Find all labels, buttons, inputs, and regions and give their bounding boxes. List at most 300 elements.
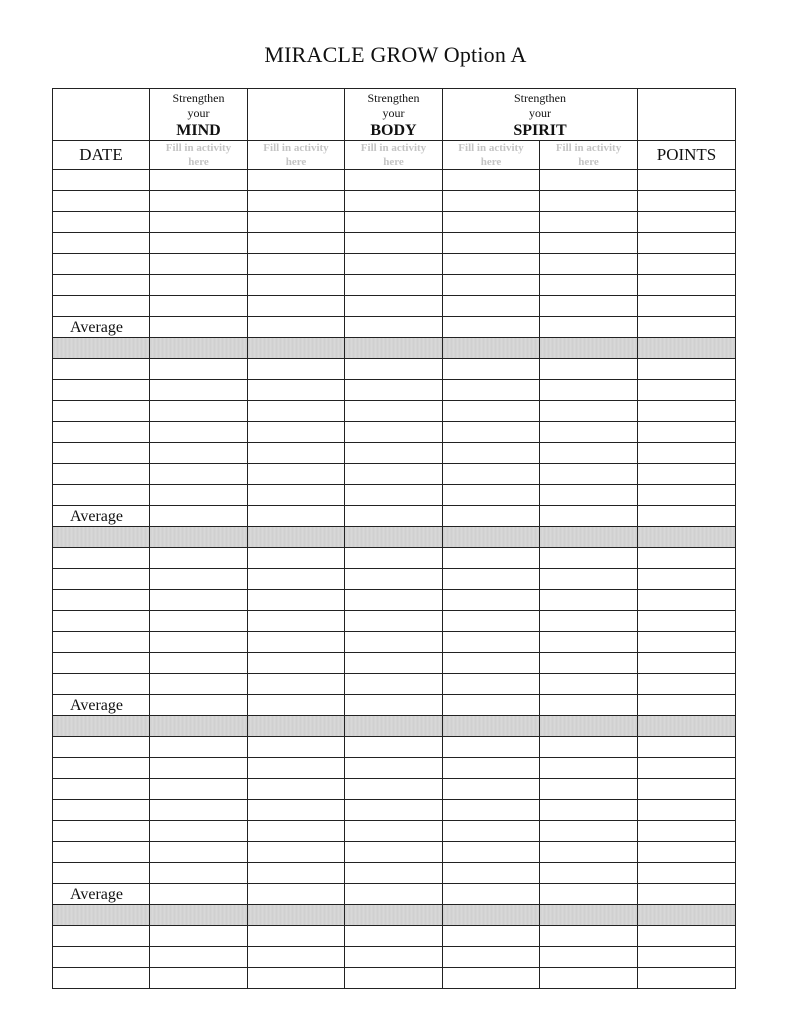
mind-activity-1-cell[interactable]: [150, 254, 248, 275]
spirit-activity-1-cell[interactable]: [443, 590, 540, 611]
body-activity-cell[interactable]: [345, 821, 443, 842]
points-cell[interactable]: [638, 401, 736, 422]
body-activity-cell[interactable]: [345, 191, 443, 212]
group-prefix: your: [382, 106, 405, 120]
mind-activity-1-cell[interactable]: [150, 275, 248, 296]
mind-activity-2-cell[interactable]: [248, 464, 345, 485]
date-cell[interactable]: [53, 548, 150, 569]
spirit-activity-1-cell[interactable]: [443, 359, 540, 380]
mind-activity-2-cell[interactable]: [248, 254, 345, 275]
group-name: MIND: [176, 122, 221, 139]
date-cell[interactable]: [53, 464, 150, 485]
divider-cell: [638, 905, 736, 926]
average-value-cell[interactable]: [638, 317, 736, 338]
spirit-activity-2-cell[interactable]: [540, 611, 638, 632]
body-activity-cell[interactable]: [345, 569, 443, 590]
mind-activity-2-cell[interactable]: [248, 653, 345, 674]
activity-placeholder: [248, 141, 345, 170]
activity-placeholder-line1: Fill in activity: [263, 142, 329, 154]
entry-row: [53, 779, 736, 800]
date-cell[interactable]: [53, 674, 150, 695]
mind-activity-1-cell[interactable]: [150, 590, 248, 611]
activity-placeholder: [540, 141, 638, 170]
date-cell[interactable]: [53, 653, 150, 674]
average-value-cell[interactable]: [345, 506, 443, 527]
mind-activity-1-cell[interactable]: [150, 611, 248, 632]
mind-activity-2-cell[interactable]: [248, 758, 345, 779]
mind-activity-1-cell[interactable]: [150, 380, 248, 401]
mind-activity-2-cell[interactable]: [248, 548, 345, 569]
mind-activity-2-cell[interactable]: [248, 401, 345, 422]
entry-row: [53, 380, 736, 401]
spirit-activity-2-cell[interactable]: [540, 464, 638, 485]
mind-activity-1-cell[interactable]: [150, 968, 248, 989]
body-activity-cell[interactable]: [345, 947, 443, 968]
mind-activity-2-cell[interactable]: [248, 968, 345, 989]
mind-activity-2-cell[interactable]: [248, 212, 345, 233]
spirit-activity-1-cell[interactable]: [443, 233, 540, 254]
spirit-activity-2-cell[interactable]: [540, 296, 638, 317]
spirit-activity-2-cell[interactable]: [540, 863, 638, 884]
spirit-activity-1-cell[interactable]: [443, 674, 540, 695]
mind-activity-2-cell[interactable]: [248, 422, 345, 443]
entry-row: [53, 296, 736, 317]
entry-row: [53, 464, 736, 485]
date-cell[interactable]: [53, 821, 150, 842]
average-value-cell[interactable]: [150, 506, 248, 527]
divider-cell: [443, 527, 540, 548]
average-value-cell[interactable]: [150, 317, 248, 338]
divider-cell: [150, 338, 248, 359]
body-activity-cell[interactable]: [345, 359, 443, 380]
mind-activity-2-cell[interactable]: [248, 779, 345, 800]
body-activity-cell[interactable]: [345, 296, 443, 317]
spirit-activity-2-cell[interactable]: [540, 926, 638, 947]
mind-activity-2-cell[interactable]: [248, 632, 345, 653]
points-cell[interactable]: [638, 569, 736, 590]
points-cell[interactable]: [638, 926, 736, 947]
date-cell[interactable]: [53, 863, 150, 884]
group-header-body: [345, 89, 443, 141]
group-prefix: your: [529, 106, 551, 120]
points-cell[interactable]: [638, 863, 736, 884]
points-cell[interactable]: [638, 611, 736, 632]
spirit-activity-2-cell[interactable]: [540, 968, 638, 989]
group-prefix: Strengthen: [172, 91, 225, 105]
group-prefix: Strengthen: [514, 91, 566, 105]
mind-activity-2-cell[interactable]: [248, 233, 345, 254]
mind-activity-1-cell[interactable]: [150, 296, 248, 317]
mind-activity-2-cell[interactable]: [248, 275, 345, 296]
section-divider: [53, 716, 736, 737]
date-cell[interactable]: [53, 359, 150, 380]
spirit-activity-1-cell[interactable]: [443, 548, 540, 569]
spirit-activity-1-cell[interactable]: [443, 758, 540, 779]
group-name: BODY: [370, 122, 417, 139]
spirit-activity-2-cell[interactable]: [540, 191, 638, 212]
mind-activity-1-cell[interactable]: [150, 422, 248, 443]
date-cell[interactable]: [53, 443, 150, 464]
average-value-cell[interactable]: [150, 884, 248, 905]
mind-activity-1-cell[interactable]: [150, 737, 248, 758]
points-column-header: POINTS: [638, 141, 736, 170]
spirit-activity-2-cell[interactable]: [540, 737, 638, 758]
spirit-activity-2-cell[interactable]: [540, 821, 638, 842]
average-value-cell[interactable]: [443, 506, 540, 527]
mind-activity-2-cell[interactable]: [248, 800, 345, 821]
activity-placeholder-line2: here: [383, 156, 404, 168]
average-value-cell[interactable]: [540, 317, 638, 338]
divider-cell: [540, 716, 638, 737]
points-cell[interactable]: [638, 674, 736, 695]
mind-activity-1-cell[interactable]: [150, 653, 248, 674]
date-cell[interactable]: [53, 485, 150, 506]
spirit-activity-2-cell[interactable]: [540, 401, 638, 422]
entry-row: [53, 653, 736, 674]
mind-activity-1-cell[interactable]: [150, 842, 248, 863]
spirit-activity-2-cell[interactable]: [540, 233, 638, 254]
divider-cell: [638, 338, 736, 359]
spirit-activity-1-cell[interactable]: [443, 254, 540, 275]
spirit-activity-1-cell[interactable]: [443, 191, 540, 212]
tracking-table: [52, 88, 736, 989]
mind-activity-1-cell[interactable]: [150, 863, 248, 884]
spirit-activity-1-cell[interactable]: [443, 926, 540, 947]
date-cell[interactable]: [53, 212, 150, 233]
points-cell[interactable]: [638, 296, 736, 317]
date-cell[interactable]: [53, 947, 150, 968]
date-cell[interactable]: [53, 590, 150, 611]
points-cell[interactable]: [638, 464, 736, 485]
spirit-activity-2-cell[interactable]: [540, 632, 638, 653]
date-cell[interactable]: [53, 296, 150, 317]
date-cell[interactable]: [53, 779, 150, 800]
points-cell[interactable]: [638, 443, 736, 464]
points-cell[interactable]: [638, 590, 736, 611]
body-activity-cell[interactable]: [345, 863, 443, 884]
body-activity-cell[interactable]: [345, 464, 443, 485]
points-cell[interactable]: [638, 191, 736, 212]
mind-activity-1-cell[interactable]: [150, 821, 248, 842]
average-value-cell[interactable]: [443, 884, 540, 905]
body-activity-cell[interactable]: [345, 233, 443, 254]
activity-placeholder-line2: here: [285, 156, 307, 168]
group-name: SPIRIT: [513, 122, 567, 139]
date-cell[interactable]: [53, 611, 150, 632]
average-value-cell[interactable]: [638, 884, 736, 905]
date-cell[interactable]: [53, 758, 150, 779]
entry-row: [53, 758, 736, 779]
average-label: Average: [53, 695, 150, 716]
spirit-activity-1-cell[interactable]: [443, 464, 540, 485]
spirit-activity-1-cell[interactable]: [443, 569, 540, 590]
average-value-cell[interactable]: [248, 695, 345, 716]
date-cell[interactable]: [53, 926, 150, 947]
average-value-cell[interactable]: [443, 317, 540, 338]
average-value-cell[interactable]: [248, 317, 345, 338]
spirit-activity-1-cell[interactable]: [443, 380, 540, 401]
date-cell[interactable]: [53, 800, 150, 821]
entry-row: [53, 800, 736, 821]
body-activity-cell[interactable]: [345, 401, 443, 422]
points-cell[interactable]: [638, 233, 736, 254]
divider-cell: [345, 905, 443, 926]
average-value-cell[interactable]: [150, 695, 248, 716]
mind-activity-2-cell[interactable]: [248, 359, 345, 380]
spirit-activity-2-cell[interactable]: [540, 590, 638, 611]
spirit-activity-2-cell[interactable]: [540, 947, 638, 968]
spirit-activity-2-cell[interactable]: [540, 674, 638, 695]
mind-activity-1-cell[interactable]: [150, 548, 248, 569]
body-activity-cell[interactable]: [345, 443, 443, 464]
divider-cell: [638, 716, 736, 737]
entry-row: [53, 737, 736, 758]
mind-activity-1-cell[interactable]: [150, 212, 248, 233]
group-header-mind: [150, 89, 248, 141]
entry-row: [53, 947, 736, 968]
mind-activity-2-cell[interactable]: [248, 611, 345, 632]
points-cell[interactable]: [638, 170, 736, 191]
mind-activity-1-cell[interactable]: [150, 359, 248, 380]
spirit-activity-2-cell[interactable]: [540, 254, 638, 275]
spirit-activity-1-cell[interactable]: [443, 212, 540, 233]
points-cell[interactable]: [638, 254, 736, 275]
spirit-activity-1-cell[interactable]: [443, 863, 540, 884]
mind-activity-2-cell[interactable]: [248, 296, 345, 317]
spirit-activity-1-cell[interactable]: [443, 821, 540, 842]
points-cell[interactable]: [638, 548, 736, 569]
body-activity-cell[interactable]: [345, 611, 443, 632]
spirit-activity-1-cell[interactable]: [443, 737, 540, 758]
entry-row: [53, 590, 736, 611]
points-cell[interactable]: [638, 821, 736, 842]
body-activity-cell[interactable]: [345, 275, 443, 296]
divider-cell: [345, 527, 443, 548]
mind-activity-1-cell[interactable]: [150, 926, 248, 947]
spirit-activity-2-cell[interactable]: [540, 359, 638, 380]
date-cell[interactable]: [53, 632, 150, 653]
activity-placeholder-line1: Fill in activity: [555, 142, 622, 154]
date-cell[interactable]: [53, 170, 150, 191]
body-activity-cell[interactable]: [345, 590, 443, 611]
mind-activity-1-cell[interactable]: [150, 947, 248, 968]
entry-row: [53, 254, 736, 275]
date-cell[interactable]: [53, 401, 150, 422]
body-activity-cell[interactable]: [345, 254, 443, 275]
mind-activity-2-cell[interactable]: [248, 863, 345, 884]
mind-activity-2-cell[interactable]: [248, 821, 345, 842]
spirit-activity-2-cell[interactable]: [540, 275, 638, 296]
points-cell[interactable]: [638, 632, 736, 653]
body-activity-cell[interactable]: [345, 758, 443, 779]
average-value-cell[interactable]: [248, 884, 345, 905]
date-cell[interactable]: [53, 422, 150, 443]
entry-row: [53, 422, 736, 443]
average-value-cell[interactable]: [638, 695, 736, 716]
mind-activity-1-cell[interactable]: [150, 233, 248, 254]
body-activity-cell[interactable]: [345, 779, 443, 800]
mind-activity-1-cell[interactable]: [150, 485, 248, 506]
mind-activity-2-cell[interactable]: [248, 569, 345, 590]
spirit-activity-2-cell[interactable]: [540, 548, 638, 569]
spirit-activity-2-cell[interactable]: [540, 779, 638, 800]
points-cell[interactable]: [638, 842, 736, 863]
points-cell[interactable]: [638, 737, 736, 758]
spirit-activity-2-cell[interactable]: [540, 758, 638, 779]
section-divider: [53, 905, 736, 926]
mind-activity-2-cell[interactable]: [248, 674, 345, 695]
spirit-activity-2-cell[interactable]: [540, 212, 638, 233]
date-cell[interactable]: [53, 380, 150, 401]
average-value-cell[interactable]: [345, 695, 443, 716]
date-cell[interactable]: [53, 569, 150, 590]
average-value-cell[interactable]: [540, 506, 638, 527]
mind-activity-1-cell[interactable]: [150, 779, 248, 800]
activity-placeholder-line1: Fill in activity: [165, 142, 232, 154]
group-header-row: [53, 89, 736, 141]
date-cell[interactable]: [53, 275, 150, 296]
body-activity-cell[interactable]: [345, 674, 443, 695]
mind-activity-2-cell[interactable]: [248, 191, 345, 212]
activity-placeholder: [150, 141, 248, 170]
mind-activity-2-cell[interactable]: [248, 380, 345, 401]
mind-activity-2-cell[interactable]: [248, 926, 345, 947]
spirit-activity-1-cell[interactable]: [443, 296, 540, 317]
average-value-cell[interactable]: [443, 695, 540, 716]
spirit-activity-2-cell[interactable]: [540, 170, 638, 191]
points-cell[interactable]: [638, 758, 736, 779]
average-value-cell[interactable]: [540, 884, 638, 905]
mind-activity-1-cell[interactable]: [150, 758, 248, 779]
spirit-activity-1-cell[interactable]: [443, 779, 540, 800]
average-value-cell[interactable]: [345, 884, 443, 905]
body-activity-cell[interactable]: [345, 422, 443, 443]
mind-activity-2-cell[interactable]: [248, 590, 345, 611]
column-header-row: [53, 141, 736, 170]
points-cell[interactable]: [638, 485, 736, 506]
points-cell[interactable]: [638, 968, 736, 989]
points-cell[interactable]: [638, 653, 736, 674]
body-activity-cell[interactable]: [345, 926, 443, 947]
points-cell[interactable]: [638, 359, 736, 380]
spirit-activity-2-cell[interactable]: [540, 443, 638, 464]
divider-cell: [540, 905, 638, 926]
spirit-activity-1-cell[interactable]: [443, 653, 540, 674]
spirit-activity-2-cell[interactable]: [540, 422, 638, 443]
body-activity-cell[interactable]: [345, 212, 443, 233]
body-activity-cell[interactable]: [345, 968, 443, 989]
entry-row: [53, 842, 736, 863]
body-activity-cell[interactable]: [345, 842, 443, 863]
mind-activity-1-cell[interactable]: [150, 170, 248, 191]
spirit-activity-2-cell[interactable]: [540, 842, 638, 863]
spirit-activity-2-cell[interactable]: [540, 569, 638, 590]
entry-row: [53, 632, 736, 653]
body-activity-cell[interactable]: [345, 548, 443, 569]
entry-row: [53, 611, 736, 632]
spirit-activity-1-cell[interactable]: [443, 947, 540, 968]
spirit-activity-1-cell[interactable]: [443, 611, 540, 632]
blank-header-cell: [638, 89, 736, 141]
points-cell[interactable]: [638, 947, 736, 968]
mind-activity-2-cell[interactable]: [248, 842, 345, 863]
spirit-activity-2-cell[interactable]: [540, 800, 638, 821]
mind-activity-1-cell[interactable]: [150, 191, 248, 212]
mind-activity-2-cell[interactable]: [248, 737, 345, 758]
spirit-activity-1-cell[interactable]: [443, 632, 540, 653]
mind-activity-2-cell[interactable]: [248, 170, 345, 191]
body-activity-cell[interactable]: [345, 653, 443, 674]
body-activity-cell[interactable]: [345, 800, 443, 821]
mind-activity-1-cell[interactable]: [150, 800, 248, 821]
mind-activity-1-cell[interactable]: [150, 401, 248, 422]
mind-activity-1-cell[interactable]: [150, 632, 248, 653]
body-activity-cell[interactable]: [345, 380, 443, 401]
spirit-activity-1-cell[interactable]: [443, 968, 540, 989]
spirit-activity-1-cell[interactable]: [443, 401, 540, 422]
mind-activity-2-cell[interactable]: [248, 947, 345, 968]
points-cell[interactable]: [638, 275, 736, 296]
entry-row: [53, 968, 736, 989]
points-cell[interactable]: [638, 779, 736, 800]
entry-row: [53, 212, 736, 233]
spirit-activity-1-cell[interactable]: [443, 170, 540, 191]
mind-activity-1-cell[interactable]: [150, 569, 248, 590]
average-value-cell[interactable]: [248, 506, 345, 527]
body-activity-cell[interactable]: [345, 485, 443, 506]
entry-row: [53, 191, 736, 212]
group-prefix: your: [187, 106, 210, 120]
date-cell[interactable]: [53, 191, 150, 212]
spirit-activity-2-cell[interactable]: [540, 653, 638, 674]
date-cell[interactable]: [53, 842, 150, 863]
mind-activity-2-cell[interactable]: [248, 443, 345, 464]
body-activity-cell[interactable]: [345, 170, 443, 191]
average-value-cell[interactable]: [345, 317, 443, 338]
date-column-header: DATE: [53, 141, 150, 170]
entry-row: [53, 569, 736, 590]
spirit-activity-1-cell[interactable]: [443, 443, 540, 464]
date-cell[interactable]: [53, 968, 150, 989]
activity-placeholder: [443, 141, 540, 170]
spirit-activity-1-cell[interactable]: [443, 800, 540, 821]
entry-row: [53, 359, 736, 380]
spirit-activity-2-cell[interactable]: [540, 380, 638, 401]
spirit-activity-2-cell[interactable]: [540, 485, 638, 506]
points-cell[interactable]: [638, 422, 736, 443]
points-cell[interactable]: [638, 800, 736, 821]
mind-activity-1-cell[interactable]: [150, 674, 248, 695]
mind-activity-1-cell[interactable]: [150, 443, 248, 464]
date-cell[interactable]: [53, 737, 150, 758]
spirit-activity-1-cell[interactable]: [443, 842, 540, 863]
average-value-cell[interactable]: [638, 506, 736, 527]
spirit-activity-1-cell[interactable]: [443, 275, 540, 296]
mind-activity-2-cell[interactable]: [248, 485, 345, 506]
body-activity-cell[interactable]: [345, 737, 443, 758]
spirit-activity-1-cell[interactable]: [443, 485, 540, 506]
mind-activity-1-cell[interactable]: [150, 464, 248, 485]
activity-placeholder-line1: Fill in activity: [458, 142, 524, 154]
body-activity-cell[interactable]: [345, 632, 443, 653]
points-cell[interactable]: [638, 212, 736, 233]
average-row: [53, 884, 736, 905]
spirit-activity-1-cell[interactable]: [443, 422, 540, 443]
average-value-cell[interactable]: [540, 695, 638, 716]
points-cell[interactable]: [638, 380, 736, 401]
date-cell[interactable]: [53, 254, 150, 275]
date-cell[interactable]: [53, 233, 150, 254]
